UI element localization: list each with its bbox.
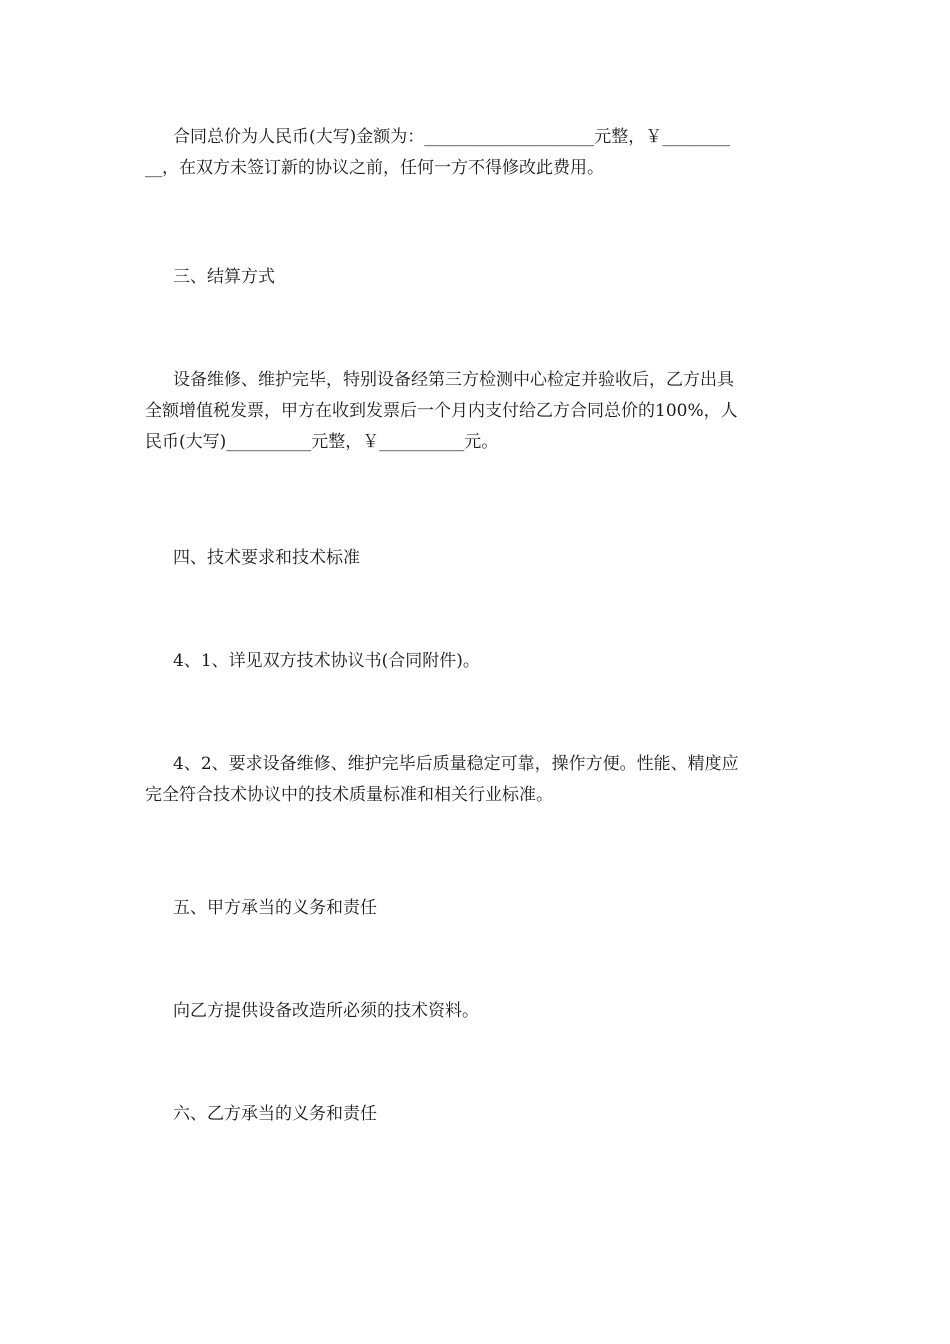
paragraph-line: 设备维修、维护完毕，特别设备经第三方检测中心检定并验收后，乙方出具 [173, 370, 734, 390]
section-heading-party-a [145, 893, 810, 924]
section-heading-party-b [145, 1099, 810, 1130]
paragraph-line: 完全符合技术协议中的技术质量标准和相关行业标准。 [145, 785, 553, 805]
paragraph-line: 4、1、详见双方技术协议书(合同附件)。 [173, 651, 480, 671]
paragraph-line: 向乙方提供设备改造所必须的技术资料。 [173, 1001, 479, 1021]
heading-text: 四、技术要求和技术标准 [173, 548, 360, 568]
paragraph-line: 全额增值税发票，甲方在收到发票后一个月内支付给乙方合同总价的100%，人 [145, 401, 738, 421]
section-heading-technical [145, 543, 810, 574]
paragraph-line: 4、2、要求设备维修、维护完毕后质量稳定可靠，操作方便。性能、精度应 [173, 754, 739, 774]
paragraph-line: 民币(大写)__________元整，￥__________元。 [145, 432, 499, 452]
clause-4-1-paragraph [145, 646, 810, 677]
settlement-paragraph [145, 365, 810, 458]
paragraph-line: __，在双方未签订新的协议之前，任何一方不得修改此费用。 [145, 158, 604, 178]
heading-text: 三、结算方式 [173, 267, 275, 287]
clause-4-2-paragraph [145, 749, 810, 811]
heading-text: 六、乙方承当的义务和责任 [173, 1104, 377, 1124]
section-heading-settlement [145, 262, 810, 293]
contract-price-paragraph [145, 122, 810, 184]
party-a-duty-paragraph [145, 996, 810, 1027]
paragraph-line: 合同总价为人民币(大写)金额为：____________________元整，￥________ [173, 127, 731, 147]
heading-text: 五、甲方承当的义务和责任 [173, 898, 377, 918]
